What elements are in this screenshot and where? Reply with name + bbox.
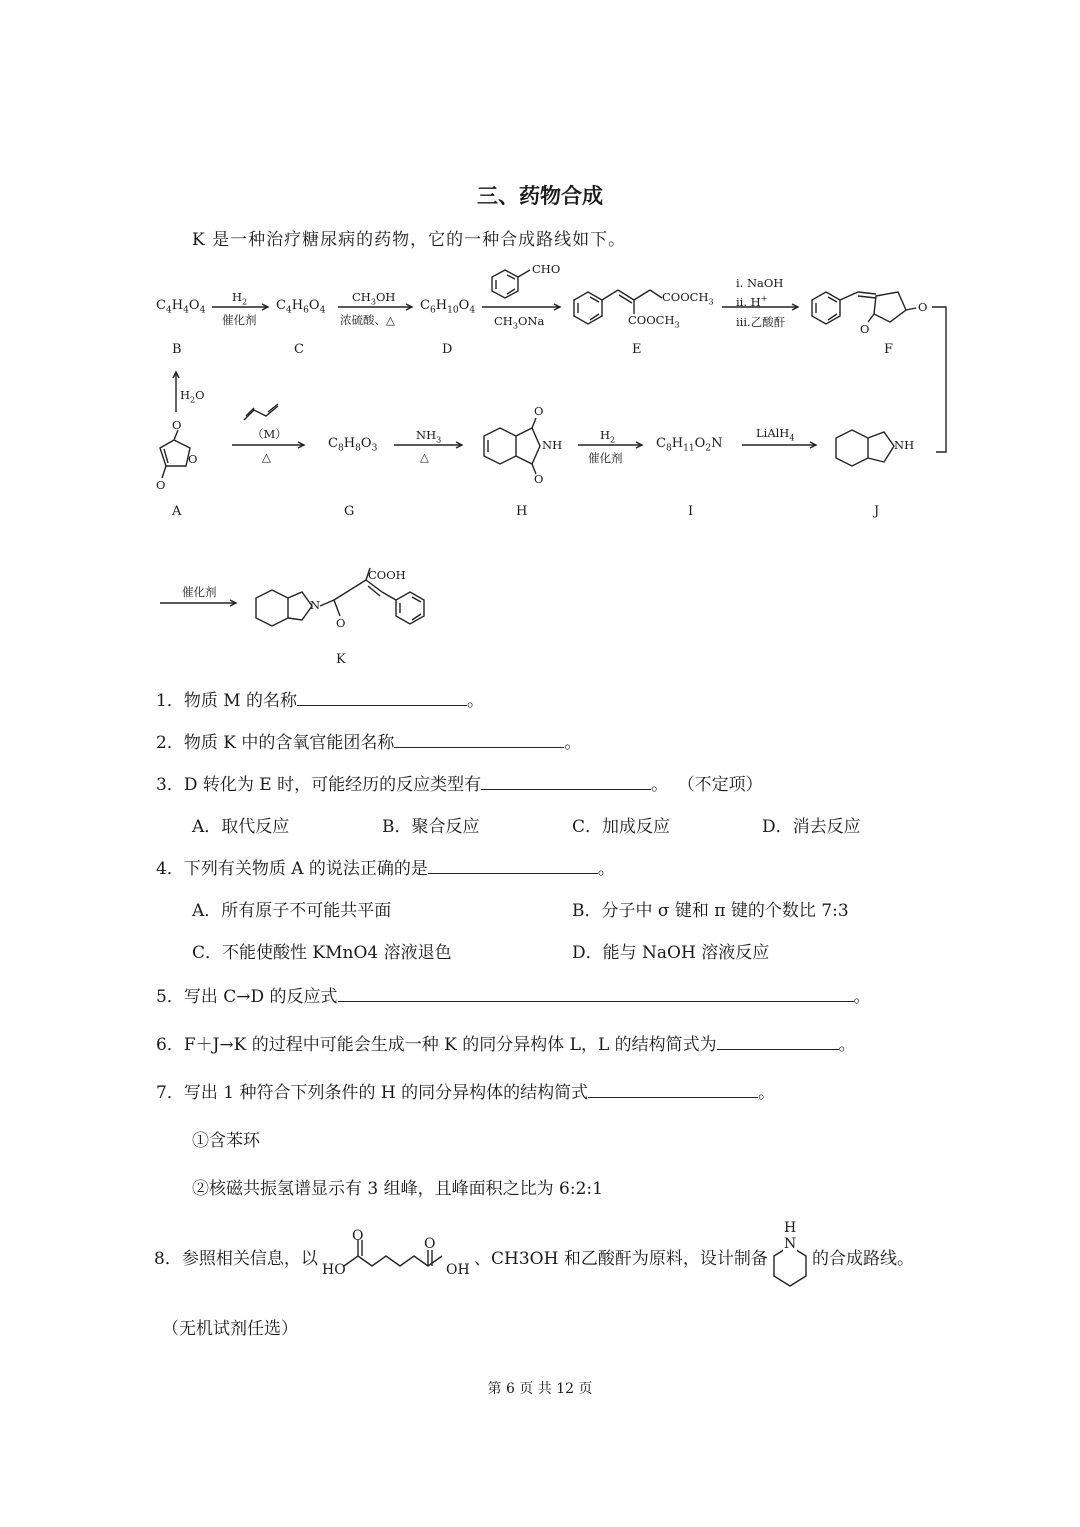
bond (858, 292, 876, 294)
formula-G: $C_8H_8O_3$ (328, 436, 378, 454)
question-6-text: 6．F＋J→K 的过程中可能会生成一种 K 的同分异构体 L，L 的结构简式为 (156, 1035, 717, 1055)
question-8-b: 、CH3OH 和乙酸酐为原料，设计制备 (474, 1249, 768, 1269)
reagent-G-H-heat: △ (420, 450, 429, 464)
glutaric-HO: HO (322, 1262, 346, 1278)
bond (320, 600, 334, 606)
bond (840, 292, 858, 300)
glutaric-O-left: O (352, 1228, 364, 1244)
label-I: I (688, 504, 694, 519)
question-6 (156, 1030, 856, 1055)
period: 。 (651, 775, 669, 795)
period: 。 (467, 691, 485, 711)
q3-option-b: B．聚合反应 (382, 817, 480, 837)
formula-D: $C_6H_{10}O_4$ (420, 298, 476, 316)
question-2-text: 2．物质 K 中的含氧官能团名称 (156, 733, 395, 753)
label-E: E (632, 342, 642, 357)
formula-I: $C_8H_{11}O_2N$ (656, 436, 723, 454)
question-1 (156, 686, 484, 711)
bond (162, 466, 166, 478)
bond (602, 290, 618, 300)
bond (532, 418, 536, 428)
piperidine-H: H (784, 1220, 797, 1236)
reagent-I-J: LiAlH$_4$ (756, 426, 795, 443)
question-8-note: （无机试剂任选） (162, 1319, 298, 1339)
answer-blank-3[interactable] (481, 771, 651, 790)
page-footer: 第 6 页 共 12 页 (487, 1381, 593, 1397)
reagent-E-F-3: iii.乙酸酐 (736, 315, 786, 329)
answer-blank-6[interactable] (717, 1031, 839, 1050)
F-ring-O: O (860, 322, 870, 336)
label-C: C (294, 342, 304, 357)
H-O-bottom: O (534, 472, 544, 486)
A-carbonyl-O-bottom: O (156, 478, 166, 492)
E-ester-2: $COOCH_3$ (628, 313, 680, 330)
bond (906, 308, 916, 310)
reagent-C-D-bottom: 浓硫酸、△ (340, 313, 395, 327)
question-5 (156, 982, 871, 1007)
E-ester-1: $COOCH_3$ (662, 290, 714, 307)
reagent-A-G-heat: △ (262, 450, 271, 464)
bond (619, 295, 632, 303)
bond (650, 290, 662, 298)
period: 。 (564, 733, 582, 753)
piperidine-N: N (784, 1236, 797, 1252)
bond (368, 586, 380, 596)
question-8-a: 8．参照相关信息，以 (154, 1249, 318, 1269)
answer-blank-7[interactable] (588, 1079, 758, 1098)
question-3-text: 3．D 转化为 E 时，可能经历的反应类型有 (156, 775, 482, 795)
reagent-D-E-bottom: $CH_3ONa$ (494, 314, 545, 331)
reagent-E-F-1: i. NaOH (736, 276, 784, 290)
period: 。 (838, 1035, 856, 1055)
reagent-A-B: $H_2O$ (180, 388, 205, 405)
F-lactone-ring (874, 292, 906, 322)
reagent-to-K: 催化剂 (182, 585, 217, 599)
intro-text: K 是一种治疗糖尿病的药物，它的一种合成路线如下。 (192, 230, 627, 250)
label-F: F (884, 342, 894, 357)
H-imide-ring (516, 428, 540, 464)
question-8-c: 的合成路线。 (812, 1249, 914, 1269)
period: 。 (597, 859, 615, 879)
question-7-text: 7．写出 1 种符合下列条件的 H 的同分异构体的结构简式 (156, 1083, 589, 1103)
J-cyclohexane (836, 430, 868, 466)
formula-B: $C_4H_4O_4$ (156, 298, 206, 316)
reagent-C-D-top: $CH_3OH$ (352, 290, 396, 307)
label-G: G (344, 504, 355, 519)
answer-blank-4[interactable] (428, 855, 598, 874)
J-pyrrolidine (868, 432, 894, 462)
bond (507, 275, 515, 279)
bond (334, 590, 350, 600)
reagent-G-H-top: $NH_3$ (416, 428, 442, 445)
J-NH: NH (894, 438, 915, 452)
reagent-B-C-top: $H_2$ (232, 290, 248, 307)
reagent-H-I-bottom: 催化剂 (588, 451, 623, 465)
question-3 (156, 770, 763, 795)
reagent-M: （M） (252, 427, 287, 441)
answer-blank-1[interactable] (297, 687, 467, 706)
H-cyclohexene (484, 428, 516, 464)
bond (382, 592, 396, 600)
bond (518, 270, 530, 277)
reagent-B-C-bottom: 催化剂 (222, 313, 257, 327)
question-4 (156, 854, 615, 879)
scheme-bracket (932, 307, 946, 452)
piperidine-ring (774, 1246, 806, 1286)
glutaric-O-right: O (424, 1236, 436, 1252)
label-B: B (172, 342, 182, 357)
A-ring-O: O (188, 452, 198, 466)
bond (634, 290, 650, 300)
q3-option-a: A．取代反应 (192, 817, 290, 837)
question-3-note: （不定项） (686, 775, 763, 795)
question-7 (156, 1078, 775, 1103)
bond (868, 314, 874, 322)
q7-condition-2: ②核磁共振氢谱显示有 3 组峰，且峰面积之比为 6:2:1 (192, 1179, 603, 1199)
question-4-text: 4．下列有关物质 A 的说法正确的是 (156, 859, 428, 879)
label-A: A (172, 504, 182, 519)
K-cyclohexane (256, 590, 288, 626)
label-D: D (442, 342, 453, 357)
reagent-benzaldehyde-cho: CHO (532, 262, 561, 276)
label-H: H (516, 504, 528, 519)
A-carbonyl-O-top: O (172, 418, 182, 432)
reagent-H-I-top: $H_2$ (600, 428, 616, 445)
period: 。 (853, 987, 871, 1007)
period: 。 (758, 1083, 776, 1103)
K-COOH: COOH (368, 568, 406, 582)
q3-option-d: D．消去反应 (762, 817, 861, 837)
formula-C: $C_4H_6O_4$ (276, 298, 326, 316)
question-2 (156, 728, 581, 753)
q4-option-b: B．分子中 σ 键和 π 键的个数比 7:3 (572, 901, 849, 921)
H-NH: NH (542, 438, 563, 452)
F-carbonyl-O: O (918, 300, 928, 314)
answer-blank-2[interactable] (394, 729, 564, 748)
K-N: N (310, 598, 321, 612)
section-title: 三、药物合成 (477, 184, 603, 208)
q3-option-c: C．加成反应 (572, 817, 671, 837)
bond (858, 296, 876, 298)
question-5-text: 5．写出 C→D 的反应式 (156, 987, 338, 1007)
answer-blank-5[interactable] (338, 983, 854, 1002)
question-1-text: 1．物质 M 的名称 (156, 691, 298, 711)
H-O-top: O (534, 404, 544, 418)
reagent-E-F-2: ii. H+ (736, 294, 768, 309)
label-J: J (874, 504, 880, 519)
K-carbonyl-O: O (336, 616, 346, 630)
q4-option-a: A．所有原子不可能共平面 (192, 901, 392, 921)
K-pyrrolidine (288, 592, 312, 620)
bond (350, 580, 366, 590)
glutaric-OH: OH (446, 1262, 470, 1278)
q7-condition-1: ①含苯环 (192, 1131, 260, 1151)
bond (334, 600, 340, 616)
q4-option-d: D．能与 NaOH 溶液反应 (572, 943, 770, 963)
q4-option-c: C．不能使酸性 KMnO4 溶液退色 (192, 943, 452, 963)
label-K: K (336, 652, 346, 667)
